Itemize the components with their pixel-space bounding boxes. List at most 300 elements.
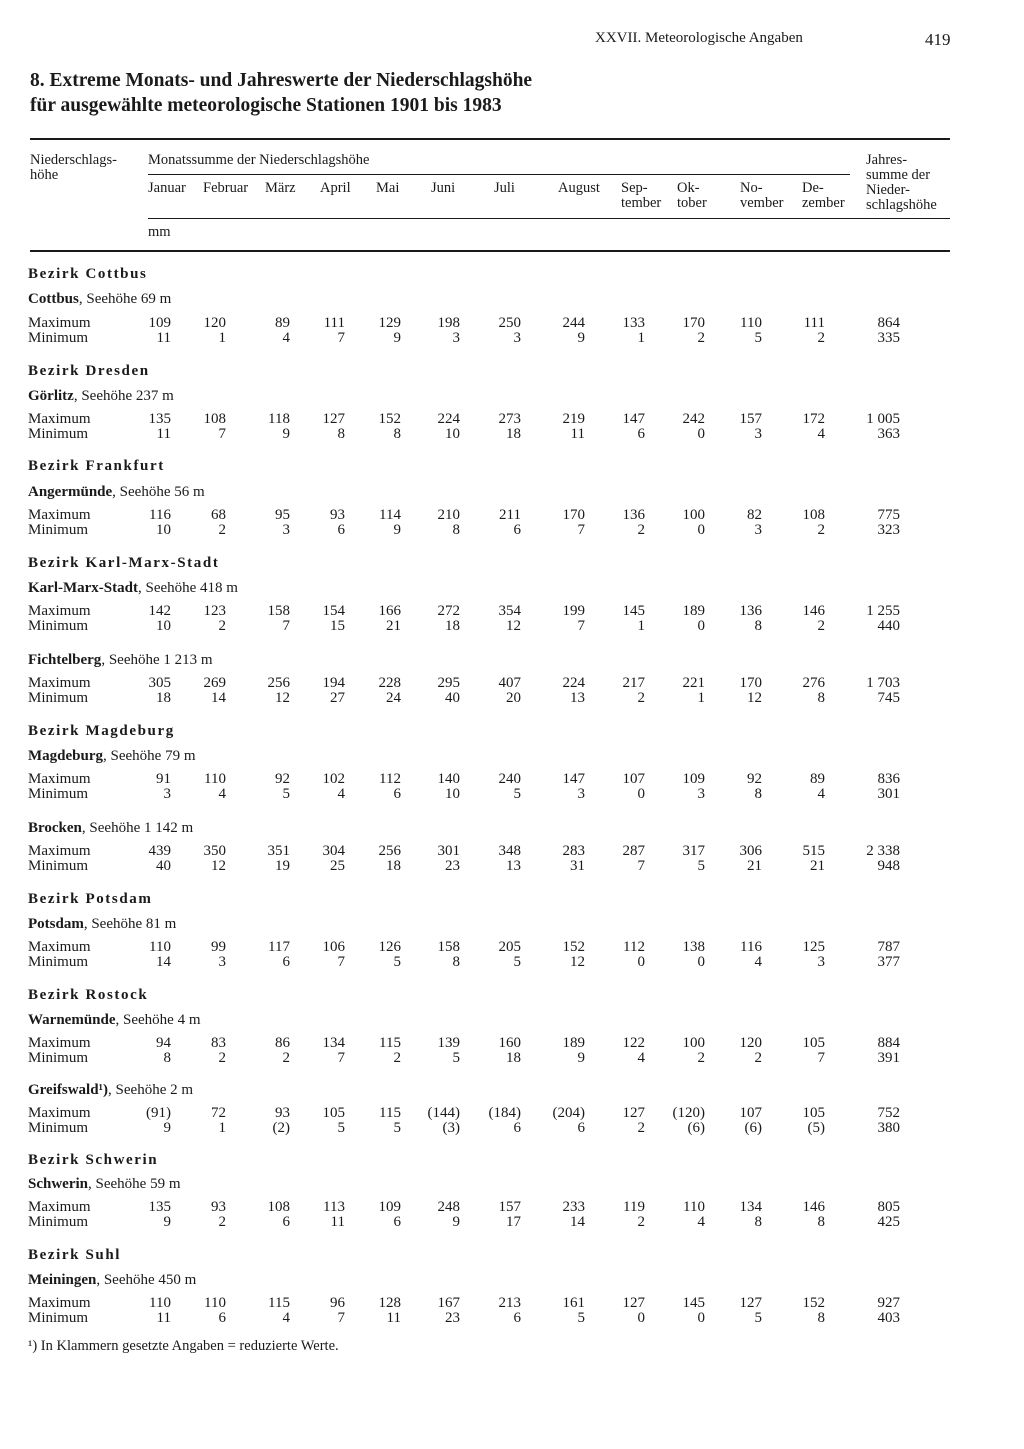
month-value: 11 — [156, 330, 171, 346]
month-header-line: August — [558, 180, 600, 196]
month-header — [802, 181, 845, 211]
month-value: 283 — [562, 843, 585, 859]
month-value: (6) — [687, 1120, 705, 1136]
annual-value: 380 — [877, 1120, 900, 1136]
month-value: 6 — [513, 522, 521, 538]
month-value: 31 — [570, 858, 585, 874]
month-value: 2 — [817, 330, 825, 346]
annual-header — [866, 153, 937, 213]
station-heading — [28, 916, 176, 933]
month-value: 224 — [437, 411, 460, 427]
month-value: 11 — [386, 1310, 401, 1326]
station-elevation: , Seehöhe 2 m — [108, 1082, 194, 1098]
month-value: 2 — [637, 522, 645, 538]
month-header — [740, 181, 783, 211]
month-value: 92 — [275, 771, 290, 787]
minimum-row — [0, 523, 1024, 538]
month-value: 120 — [739, 1035, 762, 1051]
row-label: Minimum — [28, 1050, 89, 1066]
month-value: 12 — [211, 858, 226, 874]
month-value: 5 — [513, 954, 521, 970]
month-value: 110 — [740, 315, 762, 331]
month-header — [677, 181, 707, 211]
month-value: 105 — [802, 1105, 825, 1121]
month-value: 219 — [562, 411, 585, 427]
month-value: 9 — [393, 330, 401, 346]
month-value: 4 — [637, 1050, 645, 1066]
month-header — [558, 181, 600, 196]
month-value: 2 — [817, 522, 825, 538]
bezirk-heading: Bezirk Cottbus — [28, 266, 148, 282]
month-value: 15 — [330, 618, 345, 634]
month-value: 18 — [506, 1050, 521, 1066]
month-value: 4 — [282, 1310, 290, 1326]
annual-value: 440 — [877, 618, 900, 634]
month-value: 439 — [148, 843, 171, 859]
maximum-row — [0, 508, 1024, 523]
month-value: 2 — [697, 1050, 705, 1066]
row-label: Maximum — [28, 315, 91, 331]
maximum-row — [0, 1296, 1024, 1311]
month-value: 108 — [203, 411, 226, 427]
station-name: Görlitz — [28, 388, 74, 404]
station-name: Karl-Marx-Stadt — [28, 580, 138, 596]
minimum-row — [0, 787, 1024, 802]
month-value: 109 — [682, 771, 705, 787]
month-value: 7 — [337, 1310, 345, 1326]
station-elevation: , Seehöhe 4 m — [115, 1012, 201, 1028]
month-value: 217 — [622, 675, 645, 691]
month-value: 154 — [322, 603, 345, 619]
month-value: 7 — [817, 1050, 825, 1066]
month-value: 250 — [498, 315, 521, 331]
month-value: 157 — [498, 1199, 521, 1215]
bezirk-heading: Bezirk Schwerin — [28, 1152, 159, 1168]
month-value: 110 — [204, 1295, 226, 1311]
month-value: 95 — [275, 507, 290, 523]
month-value: 6 — [393, 1214, 401, 1230]
station-elevation: , Seehöhe 450 m — [96, 1272, 197, 1288]
month-value: 166 — [378, 603, 401, 619]
month-value: 351 — [267, 843, 290, 859]
month-value: 2 — [282, 1050, 290, 1066]
month-value: 7 — [577, 522, 585, 538]
month-value: 295 — [437, 675, 460, 691]
month-value: 110 — [149, 1295, 171, 1311]
month-value: 11 — [156, 1310, 171, 1326]
month-value: 127 — [739, 1295, 762, 1311]
minimum-row — [0, 1051, 1024, 1066]
month-value: 8 — [817, 1214, 825, 1230]
month-value: 111 — [323, 315, 345, 331]
annual-value: 884 — [877, 1035, 900, 1051]
month-value: (5) — [807, 1120, 825, 1136]
month-value: 2 — [637, 690, 645, 706]
month-value: 108 — [267, 1199, 290, 1215]
month-value: 8 — [452, 522, 460, 538]
month-value: 407 — [498, 675, 521, 691]
month-value: 233 — [562, 1199, 585, 1215]
month-value: 113 — [323, 1199, 345, 1215]
month-value: 116 — [149, 507, 171, 523]
month-value: 3 — [513, 330, 521, 346]
month-value: 2 — [393, 1050, 401, 1066]
minimum-row — [0, 1311, 1024, 1326]
annual-value: 391 — [877, 1050, 900, 1066]
month-value: 17 — [506, 1214, 521, 1230]
month-value: 6 — [393, 786, 401, 802]
row-label: Minimum — [28, 1120, 89, 1136]
month-value: 20 — [506, 690, 521, 706]
month-value: 3 — [218, 954, 226, 970]
month-value: 109 — [378, 1199, 401, 1215]
row-label: Minimum — [28, 858, 89, 874]
month-value: 9 — [452, 1214, 460, 1230]
annual-value: 775 — [877, 507, 900, 523]
row-label: Maximum — [28, 1035, 91, 1051]
annual-value: 2 338 — [866, 843, 900, 859]
month-value: 107 — [622, 771, 645, 787]
month-header-line: Ok- — [677, 180, 700, 196]
month-value: 12 — [570, 954, 585, 970]
row-label: Maximum — [28, 507, 91, 523]
month-value: 7 — [282, 618, 290, 634]
month-header-line: tober — [677, 195, 707, 211]
station-name: Magdeburg — [28, 748, 103, 764]
month-value: 301 — [437, 843, 460, 859]
month-value: 8 — [754, 618, 762, 634]
month-value: 161 — [562, 1295, 585, 1311]
month-value: 158 — [267, 603, 290, 619]
month-value: 211 — [499, 507, 521, 523]
month-value: 4 — [754, 954, 762, 970]
bezirk-heading: Bezirk Frankfurt — [28, 458, 165, 474]
annual-header-line: Jahres- — [866, 152, 908, 168]
month-value: 6 — [282, 1214, 290, 1230]
month-value: 18 — [506, 426, 521, 442]
month-value: 21 — [386, 618, 401, 634]
month-value: 199 — [562, 603, 585, 619]
month-value: 5 — [577, 1310, 585, 1326]
month-value: 10 — [445, 426, 460, 442]
station-heading — [28, 748, 195, 765]
station-elevation: , Seehöhe 237 m — [73, 388, 174, 404]
month-value: 14 — [211, 690, 226, 706]
station-elevation: , Seehöhe 81 m — [83, 916, 177, 932]
month-value: 1 — [637, 618, 645, 634]
month-value: 27 — [330, 690, 345, 706]
month-value: 0 — [637, 954, 645, 970]
month-value: 127 — [622, 1105, 645, 1121]
month-value: 272 — [437, 603, 460, 619]
annual-value: 403 — [877, 1310, 900, 1326]
month-value: 3 — [697, 786, 705, 802]
month-value: 6 — [637, 426, 645, 442]
month-value: (120) — [672, 1105, 705, 1121]
month-value: 9 — [163, 1214, 171, 1230]
month-value: 147 — [622, 411, 645, 427]
month-value: 21 — [810, 858, 825, 874]
month-value: 129 — [378, 315, 401, 331]
station-name: Meiningen — [28, 1272, 97, 1288]
annual-value: 864 — [877, 315, 900, 331]
station-name: Greifswald¹) — [28, 1082, 109, 1098]
station-name: Warnemünde — [28, 1012, 116, 1028]
minimum-row — [0, 427, 1024, 442]
bezirk-heading: Bezirk Karl-Marx-Stadt — [28, 555, 220, 571]
month-value: 127 — [322, 411, 345, 427]
month-value: 4 — [817, 786, 825, 802]
month-value: 7 — [337, 330, 345, 346]
month-value: 145 — [682, 1295, 705, 1311]
month-value: 3 — [452, 330, 460, 346]
month-value: 5 — [393, 954, 401, 970]
month-header-line: März — [265, 180, 296, 196]
month-value: 25 — [330, 858, 345, 874]
month-value: 146 — [802, 1199, 825, 1215]
month-value: 114 — [379, 507, 401, 523]
month-value: 0 — [697, 618, 705, 634]
month-value: 40 — [156, 858, 171, 874]
stub-header-line: Niederschlags- — [30, 152, 117, 168]
month-value: 5 — [697, 858, 705, 874]
minimum-row — [0, 1215, 1024, 1230]
month-header-line: Januar — [148, 180, 186, 196]
row-label: Minimum — [28, 1214, 89, 1230]
annual-value: 323 — [877, 522, 900, 538]
month-value: 9 — [577, 1050, 585, 1066]
month-value: 2 — [697, 330, 705, 346]
month-value: 7 — [218, 426, 226, 442]
maximum-row — [0, 940, 1024, 955]
month-value: 213 — [498, 1295, 521, 1311]
month-value: 138 — [682, 939, 705, 955]
bezirk-heading: Bezirk Potsdam — [28, 891, 153, 907]
station-name: Brocken — [28, 820, 82, 836]
month-value: 348 — [498, 843, 521, 859]
annual-value: 425 — [877, 1214, 900, 1230]
month-value: 224 — [562, 675, 585, 691]
row-label: Maximum — [28, 675, 91, 691]
month-header-line: De- — [802, 180, 824, 196]
maximum-row — [0, 844, 1024, 859]
station-heading — [28, 388, 174, 405]
month-value: 5 — [452, 1050, 460, 1066]
month-value: 106 — [322, 939, 345, 955]
month-value: 1 — [218, 1120, 226, 1136]
month-value: 93 — [211, 1199, 226, 1215]
month-value: 0 — [637, 786, 645, 802]
month-header — [203, 181, 248, 196]
bezirk-heading: Bezirk Suhl — [28, 1247, 122, 1263]
unit-label: mm — [148, 224, 171, 240]
month-value: 93 — [330, 507, 345, 523]
month-value: 0 — [637, 1310, 645, 1326]
month-value: 108 — [802, 507, 825, 523]
month-value: 6 — [218, 1310, 226, 1326]
month-header-line: No- — [740, 180, 763, 196]
month-value: 0 — [697, 522, 705, 538]
month-value: 89 — [275, 315, 290, 331]
row-label: Maximum — [28, 771, 91, 787]
month-value: 11 — [156, 426, 171, 442]
station-elevation: , Seehöhe 56 m — [112, 484, 205, 500]
station-elevation: , Seehöhe 59 m — [88, 1176, 181, 1192]
month-value: 136 — [622, 507, 645, 523]
month-value: 116 — [740, 939, 762, 955]
month-value: 105 — [322, 1105, 345, 1121]
month-value: 110 — [204, 771, 226, 787]
month-value: 118 — [268, 411, 290, 427]
month-value: 2 — [637, 1214, 645, 1230]
month-value: 8 — [817, 1310, 825, 1326]
annual-value: 377 — [877, 954, 900, 970]
month-value: 8 — [452, 954, 460, 970]
minimum-row — [0, 859, 1024, 874]
month-value: 10 — [156, 618, 171, 634]
month-value: 3 — [817, 954, 825, 970]
maximum-row — [0, 412, 1024, 427]
month-value: 19 — [275, 858, 290, 874]
month-value: 92 — [747, 771, 762, 787]
month-value: 6 — [577, 1120, 585, 1136]
bezirk-heading: Bezirk Rostock — [28, 987, 149, 1003]
month-value: 105 — [802, 1035, 825, 1051]
annual-value: 752 — [877, 1105, 900, 1121]
month-value: 91 — [156, 771, 171, 787]
month-value: 287 — [622, 843, 645, 859]
month-value: 13 — [506, 858, 521, 874]
bezirk-heading: Bezirk Dresden — [28, 363, 150, 379]
month-value: 3 — [577, 786, 585, 802]
month-value: 119 — [623, 1199, 645, 1215]
station-name: Cottbus — [28, 291, 79, 307]
month-header-line: Mai — [376, 180, 400, 196]
month-value: 304 — [322, 843, 345, 859]
month-value: 96 — [330, 1295, 345, 1311]
title-line-1: 8. Extreme Monats- und Jahreswerte der Niederschlagshöhe — [30, 70, 533, 91]
row-label: Minimum — [28, 618, 89, 634]
month-value: 152 — [802, 1295, 825, 1311]
month-value: 24 — [386, 690, 401, 706]
month-value: 170 — [562, 507, 585, 523]
month-value: 194 — [322, 675, 345, 691]
month-value: (6) — [744, 1120, 762, 1136]
month-value: 1 — [697, 690, 705, 706]
month-value: 8 — [817, 690, 825, 706]
row-label: Maximum — [28, 1295, 91, 1311]
month-header-line: Sep- — [621, 180, 648, 196]
month-value: 139 — [437, 1035, 460, 1051]
month-value: 0 — [697, 954, 705, 970]
month-value: 86 — [275, 1035, 290, 1051]
month-value: 248 — [437, 1199, 460, 1215]
station-heading — [28, 1082, 193, 1099]
month-value: 4 — [282, 330, 290, 346]
row-label: Minimum — [28, 954, 89, 970]
month-value: (204) — [552, 1105, 585, 1121]
header-bottom-rule — [30, 250, 950, 252]
month-value: 2 — [218, 618, 226, 634]
month-header — [494, 181, 515, 196]
annual-value: 335 — [877, 330, 900, 346]
month-header-line: vember — [740, 195, 784, 211]
month-value: (91) — [146, 1105, 171, 1121]
month-value: 5 — [513, 786, 521, 802]
month-value: 6 — [282, 954, 290, 970]
month-value: 210 — [437, 507, 460, 523]
stub-header-line: höhe — [30, 167, 59, 183]
row-label: Minimum — [28, 330, 89, 346]
month-value: 11 — [330, 1214, 345, 1230]
month-header-line: April — [320, 180, 351, 196]
month-value: 142 — [148, 603, 171, 619]
month-value: (184) — [488, 1105, 521, 1121]
month-value: 8 — [754, 786, 762, 802]
month-value: 134 — [322, 1035, 345, 1051]
month-value: 4 — [337, 786, 345, 802]
month-value: 93 — [275, 1105, 290, 1121]
annual-value: 1 703 — [866, 675, 900, 691]
running-head: XXVII. Meteorologische Angaben — [595, 30, 803, 46]
month-value: 152 — [562, 939, 585, 955]
maximum-row — [0, 676, 1024, 691]
month-value: 140 — [437, 771, 460, 787]
month-value: 6 — [513, 1310, 521, 1326]
month-value: 5 — [393, 1120, 401, 1136]
maximum-row — [0, 316, 1024, 331]
annual-value: 787 — [877, 939, 900, 955]
month-value: 240 — [498, 771, 521, 787]
station-heading — [28, 1176, 180, 1193]
month-value: 0 — [697, 1310, 705, 1326]
month-value: 21 — [747, 858, 762, 874]
month-value: 3 — [754, 522, 762, 538]
station-elevation: , Seehöhe 69 m — [78, 291, 172, 307]
month-value: 136 — [739, 603, 762, 619]
maximum-row — [0, 772, 1024, 787]
month-value: 170 — [682, 315, 705, 331]
station-elevation: , Seehöhe 1 142 m — [81, 820, 194, 836]
month-value: 126 — [378, 939, 401, 955]
month-value: 109 — [148, 315, 171, 331]
month-value: 145 — [622, 603, 645, 619]
month-value: 11 — [570, 426, 585, 442]
month-header — [621, 181, 661, 211]
maximum-row — [0, 1036, 1024, 1051]
month-value: 135 — [148, 411, 171, 427]
minimum-row — [0, 331, 1024, 346]
month-value: 10 — [445, 786, 460, 802]
station-elevation: , Seehöhe 1 213 m — [101, 652, 213, 668]
station-heading — [28, 652, 213, 669]
month-header-line: Juli — [494, 180, 515, 196]
month-header — [431, 181, 455, 196]
annual-header-line: schlagshöhe — [866, 197, 937, 213]
month-header-line: zember — [802, 195, 845, 211]
station-name: Fichtelberg — [28, 652, 102, 668]
month-value: 134 — [739, 1199, 762, 1215]
month-value: (144) — [427, 1105, 460, 1121]
page-number: 419 — [925, 30, 951, 49]
month-value: 123 — [203, 603, 226, 619]
month-value: 2 — [637, 1120, 645, 1136]
month-value: 5 — [754, 330, 762, 346]
month-value: 515 — [802, 843, 825, 859]
month-value: 7 — [637, 858, 645, 874]
month-value: 8 — [163, 1050, 171, 1066]
annual-value: 745 — [877, 690, 900, 706]
